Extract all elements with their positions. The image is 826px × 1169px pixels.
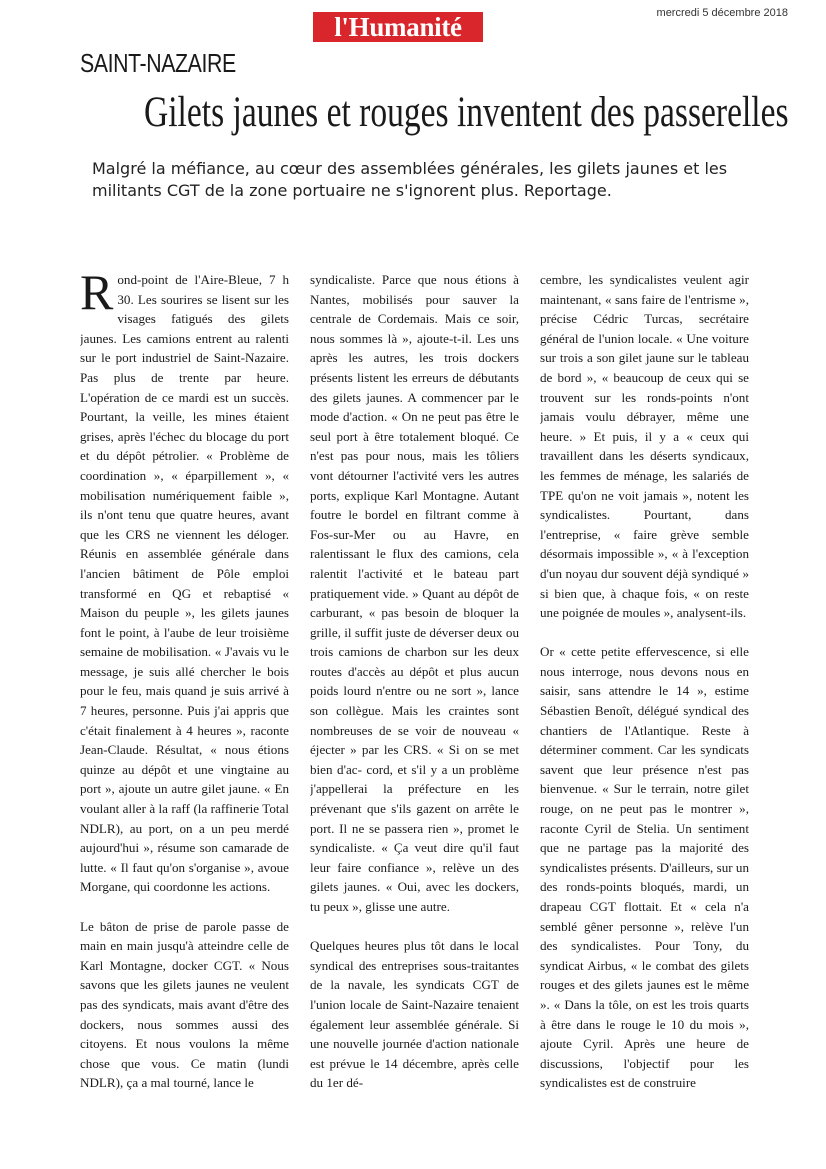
paragraph: cembre, les syndicalistes veulent agir maintenant, « sans faire de l'entrisme », précise Cédric Turcas, secrétaire général de l'union locale. « Une voiture sur trois a son gilet jaune sur le tableau de bord », « beaucoup de ceux qui se trouvent sur les ronds-points n'ont jamais voulu débrayer, même une heure. » Et puis, il y a « ceux qui travaillent dans les déserts syndicaux, les femmes de ménage, les salariés de TPE qu'on ne voit jamais », notent les syndicalistes. Pourtant, dans l'entreprise, « faire grève semble désormais impossible », « à l'exception d'un noyau dur souvent déjà syndiqué » si bien que, à chaque fois, « on reste une poignée de moules », analysent-ils. <box>540 272 749 621</box>
article-column-1 <box>80 270 289 1090</box>
article-column-3 <box>540 270 749 1090</box>
article-lead: Malgré la méfiance, au cœur des assemblées générales, les gilets jaunes et les militants CGT de la zone portuaire ne s'ignorent plus. Reportage. <box>92 159 728 200</box>
newspaper-logo: l'Humanité <box>313 12 483 42</box>
paragraph: syndicaliste. Parce que nous étions à Nantes, mobilisés pour sauver la centrale de Cordemais. Mais ce soir, nous sommes là », ajoute-t-il. Les uns après les autres, les trois dockers présents listent les erreurs de débutants des gilets jaunes. A commencer par le mode d'action. « On ne peut pas être le seul port à être totalement bloqué. Ce n'est pas pour nous, mais les tôliers vont détourner l'activité vers les autres ports, explique Karl Montagne. Autant foutre le bordel en filtrant comme à Fos-sur-Mer ou au Havre, en ralentissant le flux des camions, cela ralentit l'activité et le bateau part pratiquement vide. » Quant au dépôt de carburant, « pas besoin de bloquer la grille, il suffit juste de déverser deux ou trois camions de charbon sur les deux routes d'accès au dépôt et plus aucun poids lourd n'entre ou ne sort », lance son collègue. Mais les craintes sont nombreuses de se voir de nouveau « éjecter » par les CRS. « Si on se met bien d'ac- cord, et s'il y a un problème j'appellerai la préfecture en les prévenant que s'ils gazent on arrête le port. Il ne se passera rien », promet le syndicaliste. « Ça veut dire qu'il faut leur faire confiance », relève un des gilets jaunes. « Oui, avec les dockers, tu peux », glisse une autre. <box>310 272 519 914</box>
paragraph <box>80 270 289 897</box>
drop-cap: R <box>80 270 114 320</box>
paragraph: Quelques heures plus tôt dans le local syndical des entreprises sous-traitantes de la navale, les syndicats CGT de l'union locale de Saint-Nazaire tenaient également leur assemblée générale. Si une nouvelle journée d'action nationale est prévue le 14 décembre, après celle du 1er dé- <box>310 938 519 1090</box>
publication-date: mercredi 5 décembre 2018 <box>656 7 788 19</box>
article-headline: Gilets jaunes et rouges inventent des passerelles <box>144 89 789 136</box>
paragraph: Le bâton de prise de parole passe de main en main jusqu'à atteindre celle de Karl Montagne, docker CGT. « Nous savons que les gilets jaunes ne veulent pas des syndicats, mais avant d'être des dockers, nous sommes aussi des citoyens. Et nous voulons la même chose que vous. Ce matin (lundi NDLR), ça a mal tourné, lance le <box>80 918 289 1090</box>
paragraph: Or « cette petite effervescence, si elle nous interroge, nous devons nous en saisir, sans attendre le 14 », estime Sébastien Benoît, délégué syndical des chantiers de l'Atlantique. Reste à déterminer comment. Car les syndicats savent que leur présence n'est pas bienvenue. « Sur le terrain, notre gilet rouge, on ne peut pas le montrer », raconte Cyril de Stelia. Un sentiment que ne partage pas la majorité des syndicalistes présents. D'ailleurs, sur un des ronds-points bloqués, mardi, un drapeau CGT flottait. Et « cela n'a semblé gêner personne », relève l'un des syndicalistes. Pour Tony, du syndicat Airbus, « le combat des gilets rouges et des gilets jaunes est le même ». « Dans la tôle, on est les trois quarts à être dans le rouge le 10 du mois », ajoute Cyril. Après une heure de discussions, l'objectif pour les syndicalistes est de construire <box>540 644 749 1090</box>
article-kicker: SAINT-NAZAIRE <box>80 48 236 78</box>
article-column-2 <box>310 270 519 1090</box>
paragraph-text: ond-point de l'Aire-Bleue, 7 h 30. Les sourires se lisent sur les visages fatigués des gilets jaunes. Les camions entrent au ralenti sur le port industriel de Saint-Nazaire. Pas plus de trente par heure. L'opération de ce mardi est un succès. Pourtant, la veille, les mines étaient grises, après l'échec du blocage du port et du dépôt pétrolier. « Problème de coordination », « éparpillement », « mobilisation numériquement faible », ils n'ont tenu que quatre heures, avant que les CRS ne viennent les déloger. Réunis en assemblée générale dans l'ancien bâtiment de Pôle emploi transformé en QG et rebaptisé « Maison du peuple », les gilets jaunes font le point, à l'aube de leur troisième semaine de mobilisation. « J'avais vu le message, je suis allé chercher le bois pour le feu, mais quand je suis arrivé à 7 heures, personne. Puis j'ai appris que c'était finalement à 4 heures », raconte Jean-Claude. Résultat, « nous étions quinze au dépôt et une vingtaine au port », ajoute un autre gilet jaune. « En voulant aller à la raff (la raffinerie Total NDLR), au port, on a un peu merdé aujourd'hui », résume son camarade de lutte. « Il faut qu'on s'organise », avoue Morgane, qui coordonne les actions. <box>80 272 289 895</box>
